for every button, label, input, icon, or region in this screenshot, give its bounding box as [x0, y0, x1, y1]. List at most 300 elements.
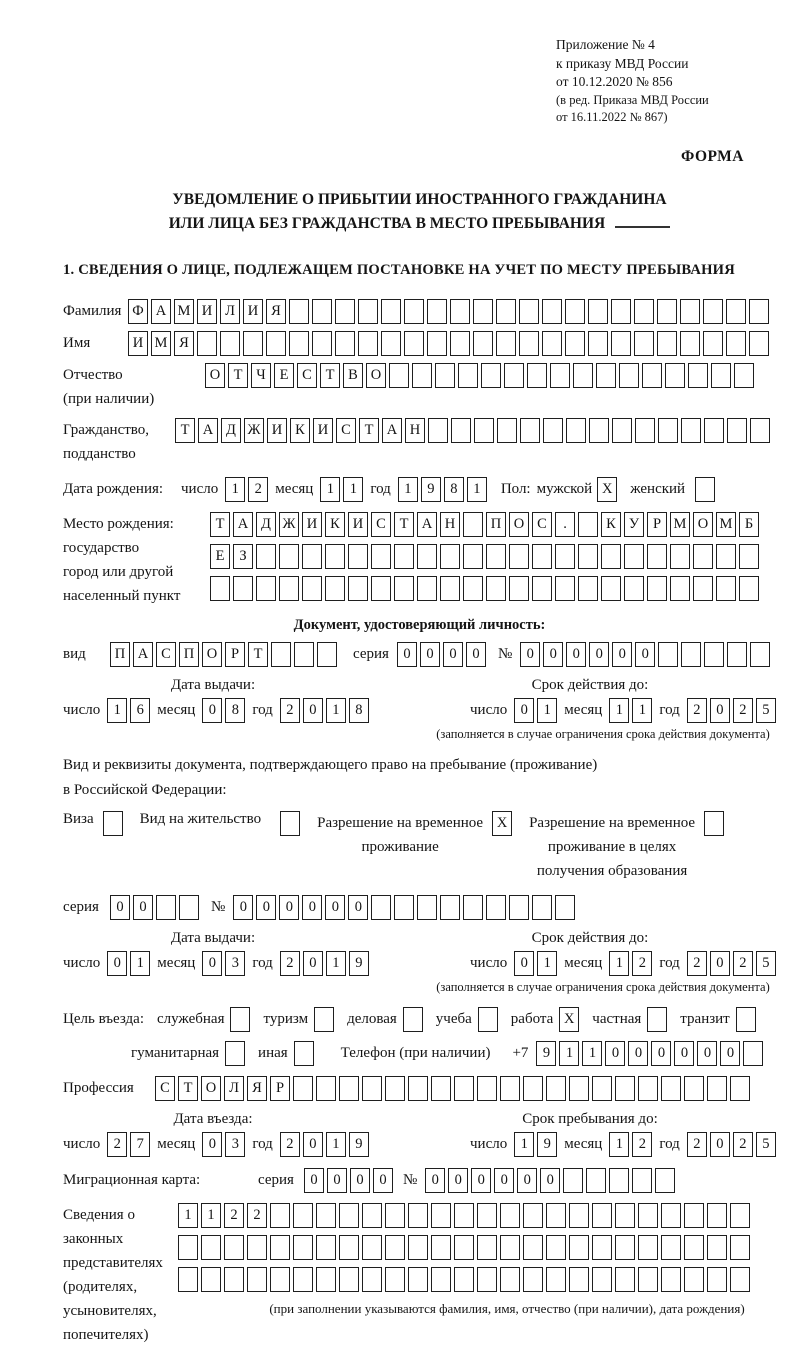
char-cell[interactable] [394, 895, 414, 920]
tourism-checkbox[interactable] [314, 1007, 334, 1032]
char-cell[interactable]: 1 [609, 1132, 629, 1157]
char-cell[interactable] [362, 1235, 382, 1260]
char-cell[interactable] [381, 299, 401, 324]
char-cell[interactable] [588, 331, 608, 356]
char-cell[interactable]: Ж [244, 418, 264, 443]
char-cell[interactable] [569, 1076, 589, 1101]
char-cell[interactable] [497, 418, 517, 443]
char-cell[interactable]: 0 [466, 642, 486, 667]
char-cell[interactable] [707, 1267, 727, 1292]
char-cell[interactable] [270, 1235, 290, 1260]
char-cell[interactable]: У [624, 512, 644, 537]
char-cell[interactable] [750, 418, 770, 443]
char-cell[interactable] [638, 1235, 658, 1260]
char-cell[interactable] [555, 544, 575, 569]
char-cell[interactable] [435, 363, 455, 388]
char-cell[interactable]: 2 [733, 951, 753, 976]
char-cell[interactable]: Н [405, 418, 425, 443]
char-cell[interactable] [592, 1267, 612, 1292]
char-cell[interactable] [404, 299, 424, 324]
char-cell[interactable]: 2 [280, 698, 300, 723]
char-cell[interactable] [197, 331, 217, 356]
char-cell[interactable] [563, 1168, 583, 1193]
char-cell[interactable] [615, 1267, 635, 1292]
char-cell[interactable] [201, 1267, 221, 1292]
char-cell[interactable]: 0 [327, 1168, 347, 1193]
char-cell[interactable] [312, 331, 332, 356]
char-cell[interactable]: И [267, 418, 287, 443]
char-cell[interactable] [362, 1267, 382, 1292]
char-cell[interactable] [302, 544, 322, 569]
char-cell[interactable]: Е [210, 544, 230, 569]
char-cell[interactable] [417, 895, 437, 920]
char-cell[interactable] [500, 1076, 520, 1101]
char-cell[interactable]: 0 [514, 698, 534, 723]
char-cell[interactable] [477, 1235, 497, 1260]
char-cell[interactable] [739, 576, 759, 601]
char-cell[interactable]: 0 [520, 642, 540, 667]
char-cell[interactable]: О [366, 363, 386, 388]
char-cell[interactable] [312, 299, 332, 324]
char-cell[interactable]: 0 [589, 642, 609, 667]
char-cell[interactable]: И [348, 512, 368, 537]
char-cell[interactable] [362, 1076, 382, 1101]
char-cell[interactable] [634, 299, 654, 324]
char-cell[interactable] [179, 895, 199, 920]
char-cell[interactable]: 9 [349, 1132, 369, 1157]
char-cell[interactable]: 1 [130, 951, 150, 976]
char-cell[interactable] [573, 363, 593, 388]
char-cell[interactable] [458, 363, 478, 388]
char-cell[interactable]: И [197, 299, 217, 324]
char-cell[interactable]: А [233, 512, 253, 537]
char-cell[interactable]: 0 [635, 642, 655, 667]
char-cell[interactable] [578, 512, 598, 537]
char-cell[interactable]: 3 [225, 1132, 245, 1157]
char-cell[interactable]: М [716, 512, 736, 537]
char-cell[interactable] [601, 576, 621, 601]
char-cell[interactable]: 9 [537, 1132, 557, 1157]
char-cell[interactable] [726, 299, 746, 324]
char-cell[interactable]: Я [247, 1076, 267, 1101]
char-cell[interactable] [210, 576, 230, 601]
char-cell[interactable] [519, 331, 539, 356]
char-cell[interactable]: 0 [202, 951, 222, 976]
char-cell[interactable]: Е [274, 363, 294, 388]
char-cell[interactable] [642, 363, 662, 388]
char-cell[interactable]: С [336, 418, 356, 443]
char-cell[interactable]: О [202, 642, 222, 667]
char-cell[interactable]: 0 [233, 895, 253, 920]
char-cell[interactable]: 0 [543, 642, 563, 667]
char-cell[interactable] [569, 1267, 589, 1292]
char-cell[interactable]: З [233, 544, 253, 569]
char-cell[interactable]: И [302, 512, 322, 537]
char-cell[interactable] [615, 1203, 635, 1228]
char-cell[interactable] [431, 1267, 451, 1292]
char-cell[interactable] [661, 1203, 681, 1228]
char-cell[interactable] [592, 1076, 612, 1101]
char-cell[interactable]: 0 [202, 698, 222, 723]
char-cell[interactable] [504, 363, 524, 388]
study-checkbox[interactable] [478, 1007, 498, 1032]
char-cell[interactable] [749, 331, 769, 356]
official-checkbox[interactable] [230, 1007, 250, 1032]
char-cell[interactable] [704, 642, 724, 667]
char-cell[interactable] [385, 1235, 405, 1260]
char-cell[interactable] [703, 331, 723, 356]
char-cell[interactable] [463, 576, 483, 601]
char-cell[interactable] [178, 1235, 198, 1260]
char-cell[interactable] [496, 331, 516, 356]
char-cell[interactable]: Ф [128, 299, 148, 324]
char-cell[interactable]: К [290, 418, 310, 443]
char-cell[interactable] [500, 1267, 520, 1292]
char-cell[interactable]: 0 [710, 1132, 730, 1157]
char-cell[interactable] [496, 299, 516, 324]
char-cell[interactable] [348, 544, 368, 569]
char-cell[interactable] [451, 418, 471, 443]
char-cell[interactable] [486, 544, 506, 569]
char-cell[interactable] [727, 642, 747, 667]
char-cell[interactable] [519, 299, 539, 324]
char-cell[interactable] [693, 576, 713, 601]
char-cell[interactable] [707, 1203, 727, 1228]
char-cell[interactable] [224, 1235, 244, 1260]
char-cell[interactable]: С [297, 363, 317, 388]
char-cell[interactable]: О [201, 1076, 221, 1101]
char-cell[interactable] [523, 1076, 543, 1101]
char-cell[interactable]: 1 [514, 1132, 534, 1157]
char-cell[interactable] [520, 418, 540, 443]
char-cell[interactable] [486, 895, 506, 920]
char-cell[interactable] [523, 1267, 543, 1292]
char-cell[interactable] [454, 1235, 474, 1260]
char-cell[interactable]: А [151, 299, 171, 324]
char-cell[interactable] [527, 363, 547, 388]
char-cell[interactable]: М [151, 331, 171, 356]
char-cell[interactable] [381, 331, 401, 356]
char-cell[interactable] [256, 544, 276, 569]
char-cell[interactable]: 1 [398, 477, 418, 502]
char-cell[interactable]: 8 [225, 698, 245, 723]
char-cell[interactable]: 1 [326, 951, 346, 976]
char-cell[interactable] [477, 1076, 497, 1101]
char-cell[interactable]: 0 [373, 1168, 393, 1193]
char-cell[interactable] [339, 1267, 359, 1292]
char-cell[interactable] [655, 1168, 675, 1193]
char-cell[interactable] [665, 363, 685, 388]
char-cell[interactable]: 0 [710, 698, 730, 723]
char-cell[interactable]: 0 [303, 1132, 323, 1157]
char-cell[interactable] [486, 576, 506, 601]
char-cell[interactable] [693, 544, 713, 569]
char-cell[interactable]: И [243, 299, 263, 324]
char-cell[interactable] [550, 363, 570, 388]
char-cell[interactable] [612, 418, 632, 443]
char-cell[interactable]: 2 [224, 1203, 244, 1228]
char-cell[interactable] [385, 1203, 405, 1228]
char-cell[interactable]: 1 [326, 698, 346, 723]
char-cell[interactable] [670, 544, 690, 569]
char-cell[interactable] [703, 299, 723, 324]
char-cell[interactable] [293, 1203, 313, 1228]
char-cell[interactable] [624, 576, 644, 601]
char-cell[interactable] [412, 363, 432, 388]
char-cell[interactable] [546, 1235, 566, 1260]
char-cell[interactable] [542, 331, 562, 356]
char-cell[interactable] [727, 418, 747, 443]
char-cell[interactable]: 2 [248, 477, 268, 502]
char-cell[interactable] [743, 1041, 763, 1066]
char-cell[interactable] [440, 576, 460, 601]
char-cell[interactable]: Л [224, 1076, 244, 1101]
char-cell[interactable]: 0 [279, 895, 299, 920]
business-checkbox[interactable] [403, 1007, 423, 1032]
char-cell[interactable] [463, 895, 483, 920]
char-cell[interactable] [611, 331, 631, 356]
char-cell[interactable]: 0 [348, 895, 368, 920]
char-cell[interactable] [463, 512, 483, 537]
char-cell[interactable] [749, 299, 769, 324]
char-cell[interactable] [279, 576, 299, 601]
char-cell[interactable] [394, 576, 414, 601]
char-cell[interactable] [734, 363, 754, 388]
fill-in-blank[interactable] [615, 226, 670, 228]
char-cell[interactable]: 1 [559, 1041, 579, 1066]
char-cell[interactable]: 2 [247, 1203, 267, 1228]
char-cell[interactable]: Т [320, 363, 340, 388]
char-cell[interactable] [611, 299, 631, 324]
char-cell[interactable] [596, 363, 616, 388]
humanitarian-checkbox[interactable] [225, 1041, 245, 1066]
char-cell[interactable]: 9 [349, 951, 369, 976]
char-cell[interactable]: 0 [133, 895, 153, 920]
char-cell[interactable] [500, 1203, 520, 1228]
char-cell[interactable] [427, 331, 447, 356]
char-cell[interactable] [635, 418, 655, 443]
char-cell[interactable] [566, 418, 586, 443]
char-cell[interactable] [385, 1267, 405, 1292]
char-cell[interactable] [271, 642, 291, 667]
char-cell[interactable] [638, 1076, 658, 1101]
char-cell[interactable] [647, 544, 667, 569]
char-cell[interactable]: С [156, 642, 176, 667]
char-cell[interactable] [658, 642, 678, 667]
char-cell[interactable] [243, 331, 263, 356]
char-cell[interactable]: 0 [256, 895, 276, 920]
char-cell[interactable] [428, 418, 448, 443]
char-cell[interactable]: 0 [540, 1168, 560, 1193]
residence-permit-checkbox[interactable] [280, 811, 300, 836]
char-cell[interactable] [385, 1076, 405, 1101]
char-cell[interactable] [325, 576, 345, 601]
char-cell[interactable] [716, 576, 736, 601]
char-cell[interactable] [473, 299, 493, 324]
char-cell[interactable] [408, 1076, 428, 1101]
char-cell[interactable] [657, 299, 677, 324]
char-cell[interactable] [316, 1267, 336, 1292]
char-cell[interactable] [178, 1267, 198, 1292]
char-cell[interactable]: 5 [756, 1132, 776, 1157]
char-cell[interactable] [431, 1076, 451, 1101]
char-cell[interactable]: К [325, 512, 345, 537]
char-cell[interactable] [681, 642, 701, 667]
char-cell[interactable]: 0 [110, 895, 130, 920]
char-cell[interactable]: 1 [178, 1203, 198, 1228]
char-cell[interactable]: 5 [756, 698, 776, 723]
char-cell[interactable] [684, 1203, 704, 1228]
char-cell[interactable] [220, 331, 240, 356]
char-cell[interactable]: 0 [674, 1041, 694, 1066]
char-cell[interactable]: 0 [566, 642, 586, 667]
char-cell[interactable] [339, 1235, 359, 1260]
char-cell[interactable] [417, 576, 437, 601]
char-cell[interactable] [408, 1235, 428, 1260]
char-cell[interactable] [335, 299, 355, 324]
char-cell[interactable]: 1 [467, 477, 487, 502]
char-cell[interactable]: Р [270, 1076, 290, 1101]
char-cell[interactable] [684, 1267, 704, 1292]
char-cell[interactable] [477, 1267, 497, 1292]
char-cell[interactable]: 0 [425, 1168, 445, 1193]
char-cell[interactable] [601, 544, 621, 569]
char-cell[interactable]: М [174, 299, 194, 324]
char-cell[interactable]: 0 [651, 1041, 671, 1066]
char-cell[interactable]: 2 [687, 698, 707, 723]
char-cell[interactable]: К [601, 512, 621, 537]
char-cell[interactable] [658, 418, 678, 443]
char-cell[interactable] [569, 1203, 589, 1228]
char-cell[interactable]: 0 [517, 1168, 537, 1193]
char-cell[interactable] [256, 576, 276, 601]
char-cell[interactable]: . [555, 512, 575, 537]
char-cell[interactable]: А [198, 418, 218, 443]
char-cell[interactable] [293, 1076, 313, 1101]
char-cell[interactable] [348, 576, 368, 601]
char-cell[interactable] [609, 1168, 629, 1193]
char-cell[interactable]: И [128, 331, 148, 356]
char-cell[interactable] [532, 576, 552, 601]
char-cell[interactable]: С [155, 1076, 175, 1101]
char-cell[interactable] [661, 1076, 681, 1101]
char-cell[interactable]: 0 [302, 895, 322, 920]
char-cell[interactable] [578, 544, 598, 569]
char-cell[interactable]: В [343, 363, 363, 388]
char-cell[interactable]: 2 [632, 1132, 652, 1157]
char-cell[interactable]: А [133, 642, 153, 667]
char-cell[interactable]: 9 [536, 1041, 556, 1066]
char-cell[interactable] [680, 331, 700, 356]
char-cell[interactable]: 2 [632, 951, 652, 976]
char-cell[interactable] [294, 642, 314, 667]
char-cell[interactable]: 2 [733, 1132, 753, 1157]
char-cell[interactable] [279, 544, 299, 569]
char-cell[interactable]: А [417, 512, 437, 537]
char-cell[interactable] [624, 544, 644, 569]
char-cell[interactable]: С [371, 512, 391, 537]
char-cell[interactable]: Т [228, 363, 248, 388]
char-cell[interactable]: 2 [107, 1132, 127, 1157]
char-cell[interactable]: П [179, 642, 199, 667]
char-cell[interactable]: 0 [494, 1168, 514, 1193]
char-cell[interactable]: Н [440, 512, 460, 537]
char-cell[interactable]: 7 [130, 1132, 150, 1157]
char-cell[interactable]: 2 [687, 1132, 707, 1157]
char-cell[interactable] [317, 642, 337, 667]
char-cell[interactable] [711, 363, 731, 388]
char-cell[interactable] [670, 576, 690, 601]
char-cell[interactable]: 1 [632, 698, 652, 723]
char-cell[interactable]: 8 [349, 698, 369, 723]
char-cell[interactable] [289, 299, 309, 324]
char-cell[interactable] [716, 544, 736, 569]
char-cell[interactable]: 0 [303, 698, 323, 723]
char-cell[interactable] [371, 576, 391, 601]
char-cell[interactable] [707, 1076, 727, 1101]
transit-checkbox[interactable] [736, 1007, 756, 1032]
char-cell[interactable]: Т [210, 512, 230, 537]
char-cell[interactable] [657, 331, 677, 356]
char-cell[interactable] [523, 1203, 543, 1228]
char-cell[interactable] [509, 576, 529, 601]
char-cell[interactable] [247, 1267, 267, 1292]
char-cell[interactable]: 1 [107, 698, 127, 723]
char-cell[interactable] [389, 363, 409, 388]
char-cell[interactable] [247, 1235, 267, 1260]
char-cell[interactable]: 0 [303, 951, 323, 976]
char-cell[interactable] [481, 363, 501, 388]
char-cell[interactable]: 1 [320, 477, 340, 502]
char-cell[interactable] [688, 363, 708, 388]
char-cell[interactable]: 1 [609, 951, 629, 976]
char-cell[interactable] [431, 1235, 451, 1260]
char-cell[interactable]: 1 [537, 951, 557, 976]
char-cell[interactable] [638, 1267, 658, 1292]
char-cell[interactable]: 0 [304, 1168, 324, 1193]
char-cell[interactable] [555, 895, 575, 920]
char-cell[interactable] [615, 1076, 635, 1101]
char-cell[interactable] [509, 895, 529, 920]
char-cell[interactable]: 0 [612, 642, 632, 667]
char-cell[interactable] [156, 895, 176, 920]
char-cell[interactable] [293, 1235, 313, 1260]
char-cell[interactable] [730, 1076, 750, 1101]
char-cell[interactable]: Д [256, 512, 276, 537]
char-cell[interactable] [293, 1267, 313, 1292]
char-cell[interactable]: Ж [279, 512, 299, 537]
char-cell[interactable]: 0 [605, 1041, 625, 1066]
male-checkbox[interactable]: X [597, 477, 617, 502]
char-cell[interactable] [473, 331, 493, 356]
char-cell[interactable] [730, 1235, 750, 1260]
char-cell[interactable]: 6 [130, 698, 150, 723]
char-cell[interactable] [588, 299, 608, 324]
char-cell[interactable]: Ч [251, 363, 271, 388]
char-cell[interactable]: 0 [697, 1041, 717, 1066]
char-cell[interactable] [316, 1076, 336, 1101]
char-cell[interactable] [592, 1203, 612, 1228]
char-cell[interactable]: 5 [756, 951, 776, 976]
private-checkbox[interactable] [647, 1007, 667, 1032]
temp-residence-checkbox[interactable]: X [492, 811, 512, 836]
char-cell[interactable]: 9 [421, 477, 441, 502]
char-cell[interactable] [569, 1235, 589, 1260]
char-cell[interactable] [339, 1203, 359, 1228]
char-cell[interactable]: 0 [448, 1168, 468, 1193]
char-cell[interactable] [371, 895, 391, 920]
char-cell[interactable]: Т [394, 512, 414, 537]
